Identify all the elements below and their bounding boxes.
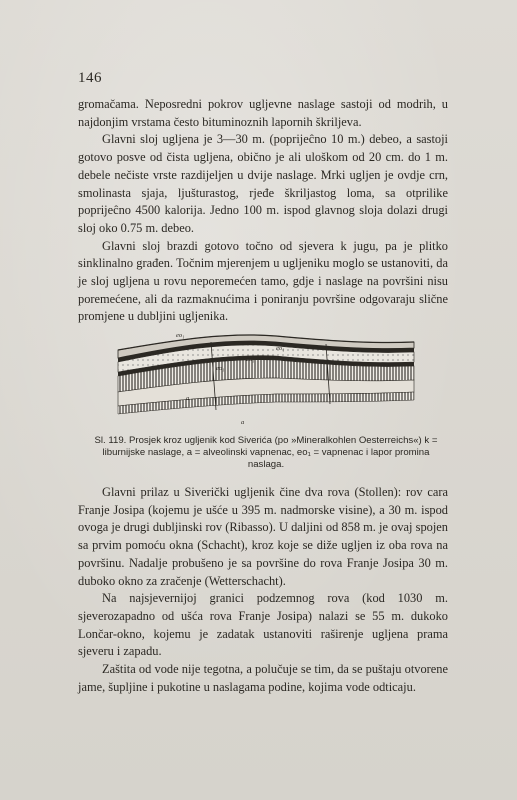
paragraph: Glavni sloj brazdi gotovo točno od sjevera k jugu, pa je plitko sinklinalno građen. Točnim mjerenjem u ugljeniku moglo se ustanoviti, da je sloj ugljena u rovu neporemećen tamo, gdje i naslage na površini nisu poremećene, ali da razmaknućima i poniranju površine odgovaraju slične promjene u dubljini ugljenika.: [78, 238, 448, 324]
paragraph: Zaštita od vode nije tegotna, a polučuje se tim, da se puštaju otvorene jame, šupljine i pukotine u naslagama podine, kojima vode odticaju.: [78, 662, 448, 694]
paragraph: Glavni prilaz u Siverički ugljenik čine dva rova (Stollen): rov cara Franje Josipa (kojemu je ušće u 395 m. nadmorske visine), a 30 m. ispod ovoga je drugi dubljinski rov (Ribasso). U daljini od 858 m. je ovaj spojen sa prvim pomoću okna (Schacht), kroz koje se diže ugljen iz oba rova na površinu. Nadalje probušeno je sa površine do rova Franje Josipa 30 m. duboko okno za zračenje (Wetterschacht).: [78, 485, 448, 588]
page-number: 146: [78, 70, 102, 86]
text-block-top: [78, 96, 448, 326]
paragraph: Na najsjevernijoj granici podzemnog rova (kod 1030 m. sjeverozapadno od ušća rova Franje Josipa) nalazi se 55 m. dukoko Lončar-okno, kojemu je zadatak ustanoviti raširenje ugljena prama sjeveru i zapadu.: [78, 591, 448, 659]
figure-label: eo₁: [276, 345, 285, 352]
text-block-bottom: [78, 484, 448, 696]
figure-label: eo₁: [176, 332, 185, 339]
paragraph: gromačama. Neposredni pokrov ugljevne naslage sastoji od modrih, u najdonjim vrstama često bituminoznih lapornih škriljeva.: [78, 97, 448, 129]
figure-label: a: [186, 395, 190, 402]
paragraph: Glavni sloj ugljena je 3—30 m. (poprijeĉno 10 m.) debeo, a sastoji gotovo posve od čista ugljena, obično je ali uloškom od 20 cm. do 1 m. debele nečiste vrste razdijeljen u dvije naslage. Mrki ugljen je ovdje crn, smolinasta sjaja, ljušturastog, rjeđe škriljastog loma, sa otprilike poprijeĉno 4500 kalorija. Jedno 100 m. ispod glavnog sloja dolazi drugi sloj oko 0.75 m. debeo.: [78, 132, 448, 235]
figure-caption: Sl. 119. Prosjek kroz ugljenik kod Siverića (po »Mineralkohlen Oesterreichs«) k = liburnijske naslage, a = alveolinski vapnenac, eo₁ = vapnenac i lapor promina naslaga.: [94, 435, 438, 470]
figure-label: eo₁: [216, 365, 225, 372]
figure-label: eo₁: [246, 356, 255, 363]
figure-label: a: [241, 419, 245, 426]
cross-section-drawing: [116, 328, 416, 428]
geological-cross-section-figure: [116, 328, 416, 428]
